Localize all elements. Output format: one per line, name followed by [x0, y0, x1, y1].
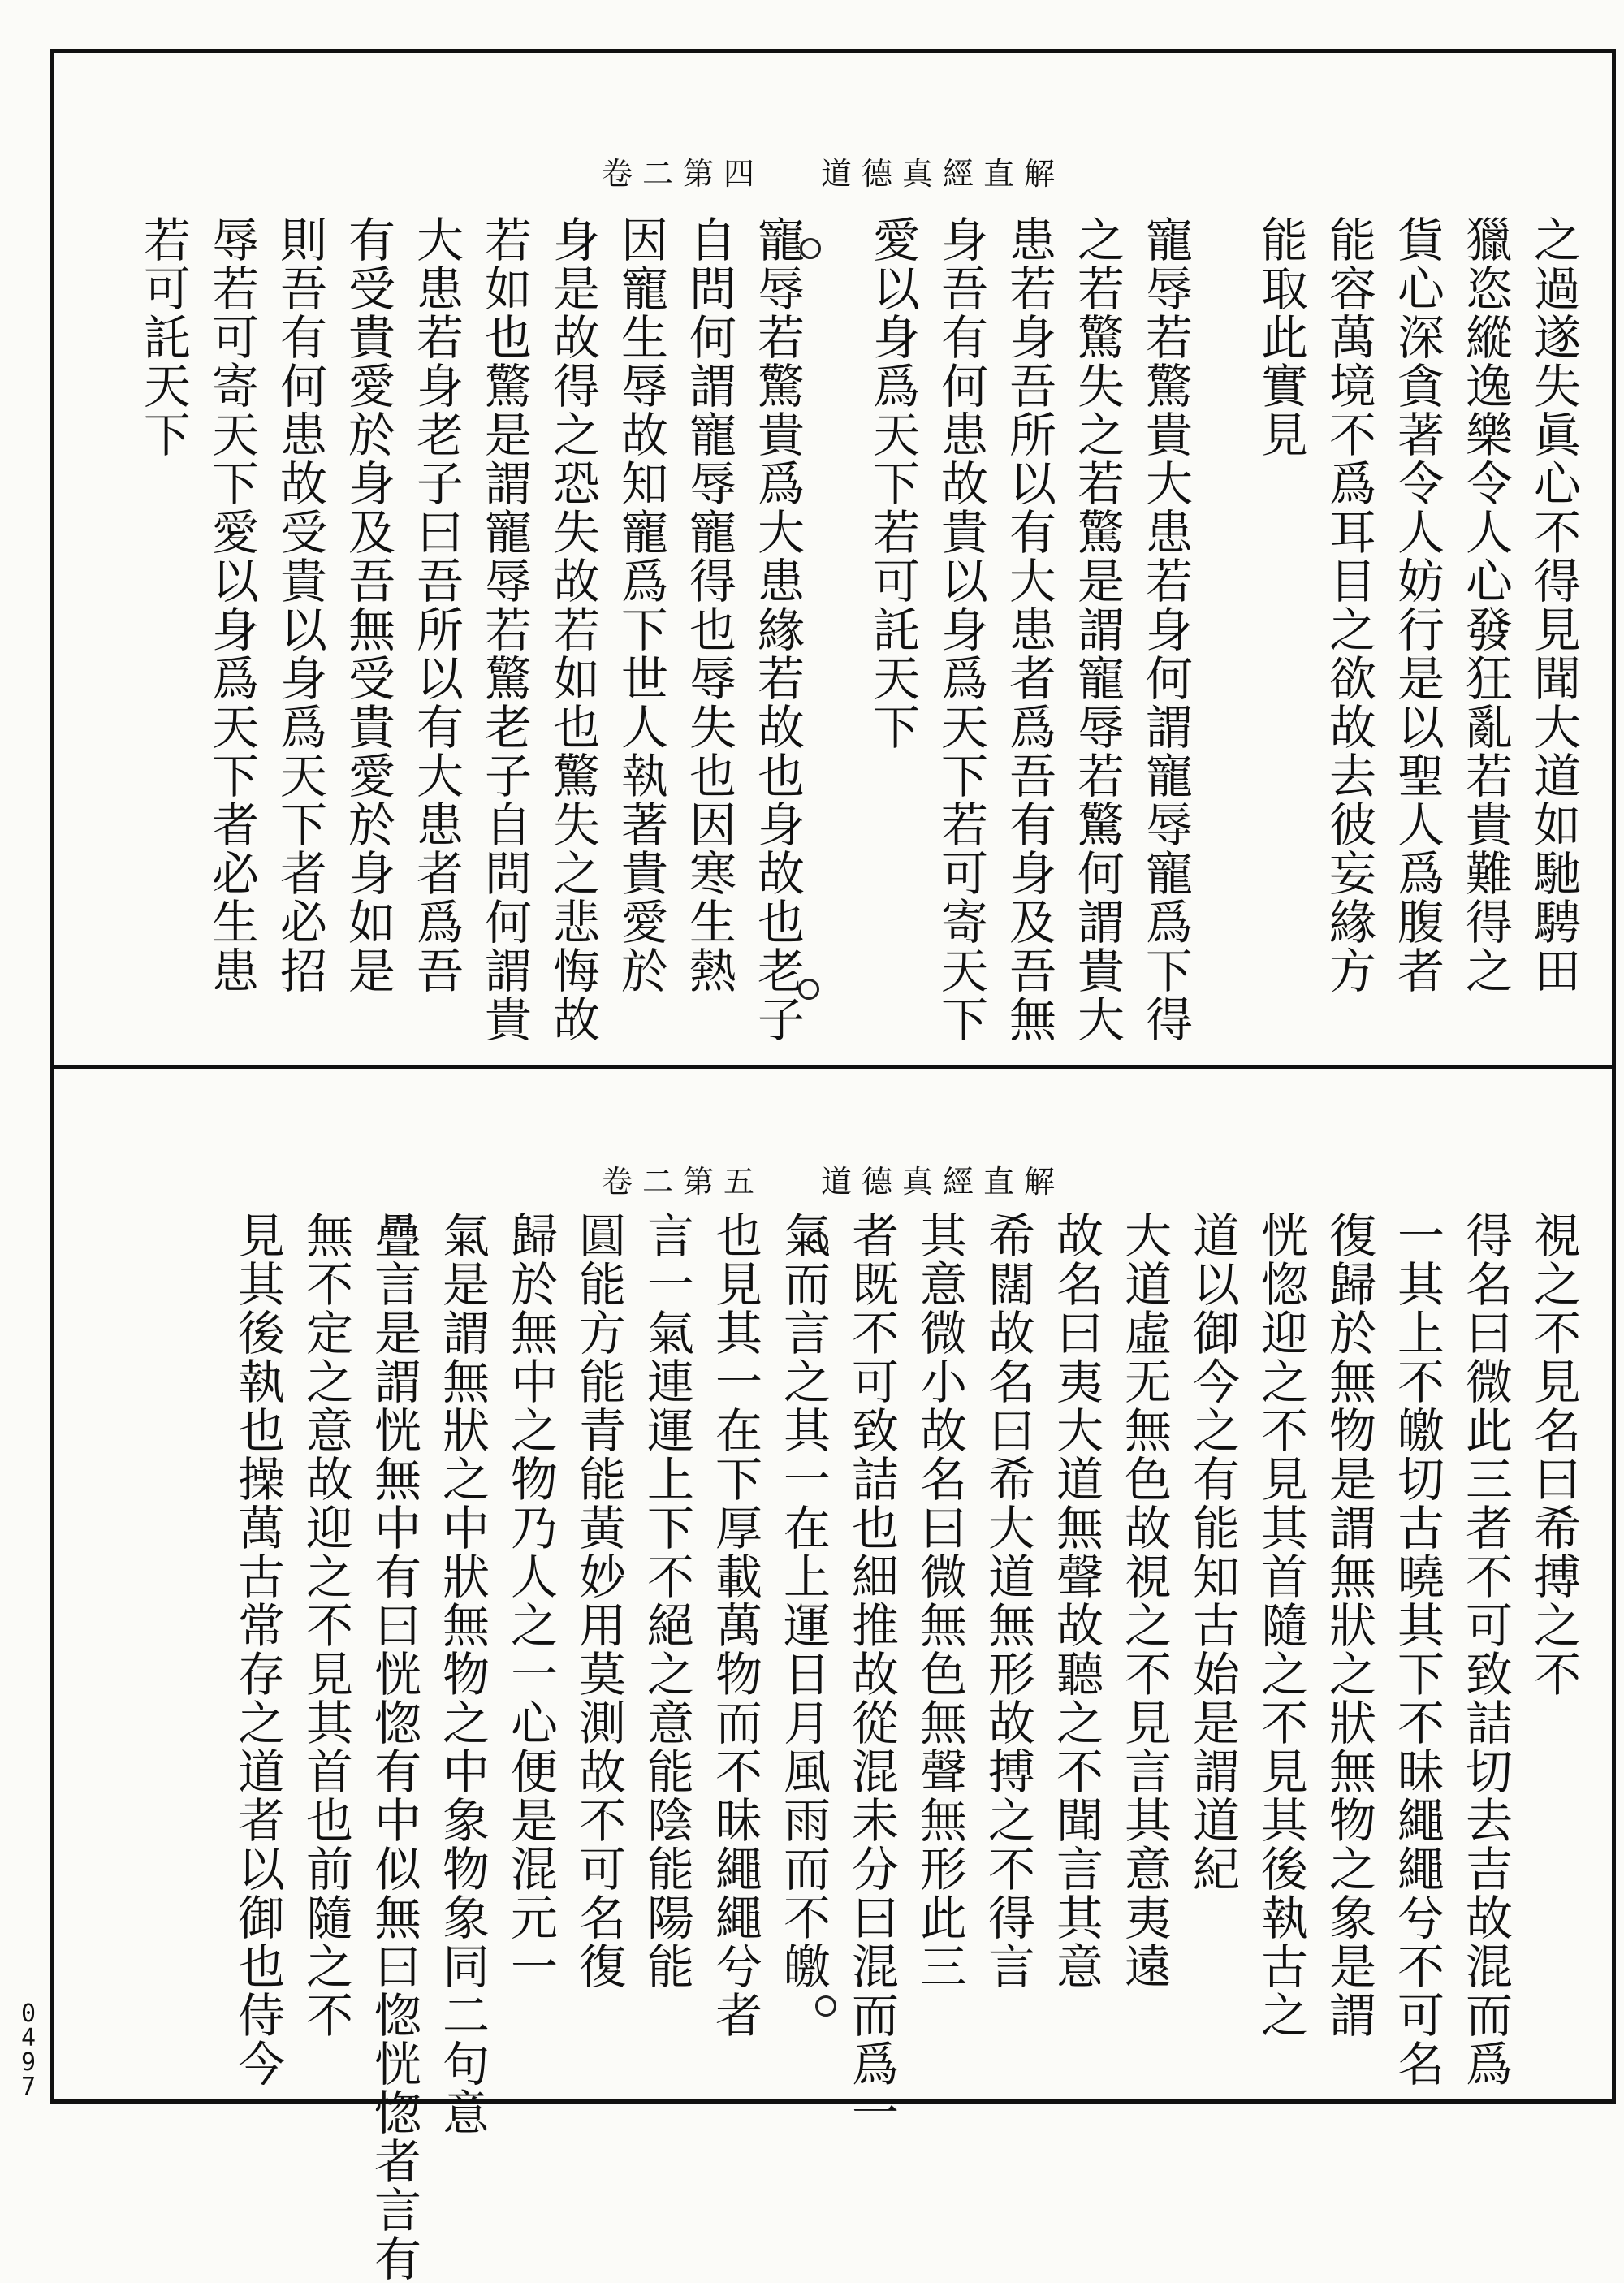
- upper-title: 道德真經直解: [821, 156, 1065, 192]
- text-column: 大道虛无無色故視之不見言其意夷遠: [1116, 1211, 1172, 1991]
- text-column: 一其上不皦切古曉其下不昧繩繩兮不可名: [1389, 1211, 1445, 2088]
- text-column: 患若身吾所以有大患者爲吾有身及吾無: [1001, 215, 1056, 1044]
- text-column: 也見其一在下厚載萬物而不昧繩繩兮者: [707, 1211, 762, 2039]
- text-column: 若如也驚是謂寵辱若驚老子自問何謂貴: [477, 215, 532, 1044]
- text-column: 因寵生辱故知寵爲下世人執著貴愛於: [613, 215, 668, 995]
- text-column: 圓能方能青能黃妙用莫測故不可名復: [571, 1211, 626, 1991]
- text-column: 獵恣縱逸樂令人心發狂亂若貴難得之: [1458, 215, 1513, 995]
- lower-volume: 卷二第五: [601, 1164, 764, 1200]
- text-column: 貨心深貪著令人妨行是以聖人爲腹者: [1389, 215, 1445, 995]
- text-column: [811, 215, 858, 1044]
- text-column: 有受貴愛於身及吾無受貴愛於身如是: [340, 215, 395, 995]
- text-column: 視之不見名曰希搏之不: [1526, 1211, 1581, 1698]
- text-column: 其意微小故名曰微無色無聲無形此三: [912, 1211, 967, 1991]
- text-column: [1199, 215, 1246, 1044]
- text-column: 歸於無中之物乃人之一心便是混元一: [503, 1211, 558, 1991]
- text-column: 寵辱若驚貴大患若身何謂寵辱寵爲下得: [1138, 215, 1193, 1044]
- text-column: 見其後執也操萬古常存之道者以御也侍今: [230, 1211, 285, 2088]
- text-column: 氣是謂無狀之中狀無物之中象物象同二句意: [434, 1211, 490, 2137]
- text-column: 之過遂失眞心不得見聞大道如馳騁田: [1526, 215, 1581, 995]
- text-column: 愛以身爲天下若可託天下: [865, 215, 920, 751]
- lower-text-columns: [223, 1211, 1587, 2283]
- upper-volume: 卷二第四: [601, 156, 764, 192]
- text-column: 無不定之意故迎之不見其首也前隨之不: [298, 1211, 353, 2039]
- text-column: 氣而言之其一在上運日月風雨而不皦: [775, 1211, 831, 1991]
- text-column: 若可託天下: [136, 215, 191, 459]
- lower-title: 道德真經直解: [821, 1164, 1065, 1200]
- text-column: 言一氣連運上下不絕之意能陰能陽能: [639, 1211, 694, 1991]
- lower-running-head: [54, 1157, 1612, 1201]
- text-column: 者既不可致詰也細推故從混未分曰混而爲一: [844, 1211, 899, 2137]
- page-number: 0497: [20, 2000, 37, 2101]
- text-column: 之若驚失之若驚是謂寵辱若驚何謂貴大: [1069, 215, 1125, 1044]
- upper-text-columns: [129, 215, 1587, 1044]
- text-column: 身是故得之恐失故若如也驚失之悲悔故: [545, 215, 600, 1044]
- text-column: 辱若可寄天下愛以身爲天下者必生患: [204, 215, 259, 995]
- text-column: 大患若身老子曰吾所以有大患者爲吾: [408, 215, 464, 995]
- text-column: 能取此實見: [1253, 215, 1308, 459]
- text-column: 身吾有何患故貴以身爲天下若可寄天下: [933, 215, 988, 1044]
- text-column: 疊言是謂恍無中有曰恍惚有中似無曰惚恍惚者言有: [366, 1211, 421, 2283]
- text-column: 故名曰夷大道無聲故聽之不聞言其意: [1048, 1211, 1104, 1991]
- text-column: 自問何謂寵辱寵得也辱失也因寒生熱: [681, 215, 736, 995]
- text-column: 則吾有何患故受貴以身爲天下者必招: [272, 215, 327, 995]
- text-column: 道以御今之有能知古始是謂道紀: [1185, 1211, 1240, 1893]
- text-column: 恍惚迎之不見其首隨之不見其後執古之: [1253, 1211, 1308, 2039]
- text-column: 能容萬境不爲耳目之欲故去彼妄緣方: [1321, 215, 1376, 995]
- upper-running-head: [54, 149, 1612, 193]
- text-column: 得名曰微此三者不可致詰切去吉故混而爲: [1458, 1211, 1513, 2088]
- text-column: 希闊故名曰希大道無形故搏之不得言: [980, 1211, 1035, 1991]
- text-column: 復歸於無物是謂無狀之狀無物之象是謂: [1321, 1211, 1376, 2039]
- upper-page: [54, 53, 1612, 1065]
- text-column: 寵辱若驚貴爲大患緣若故也身故也老子: [749, 215, 805, 1044]
- lower-page: [54, 1069, 1612, 2283]
